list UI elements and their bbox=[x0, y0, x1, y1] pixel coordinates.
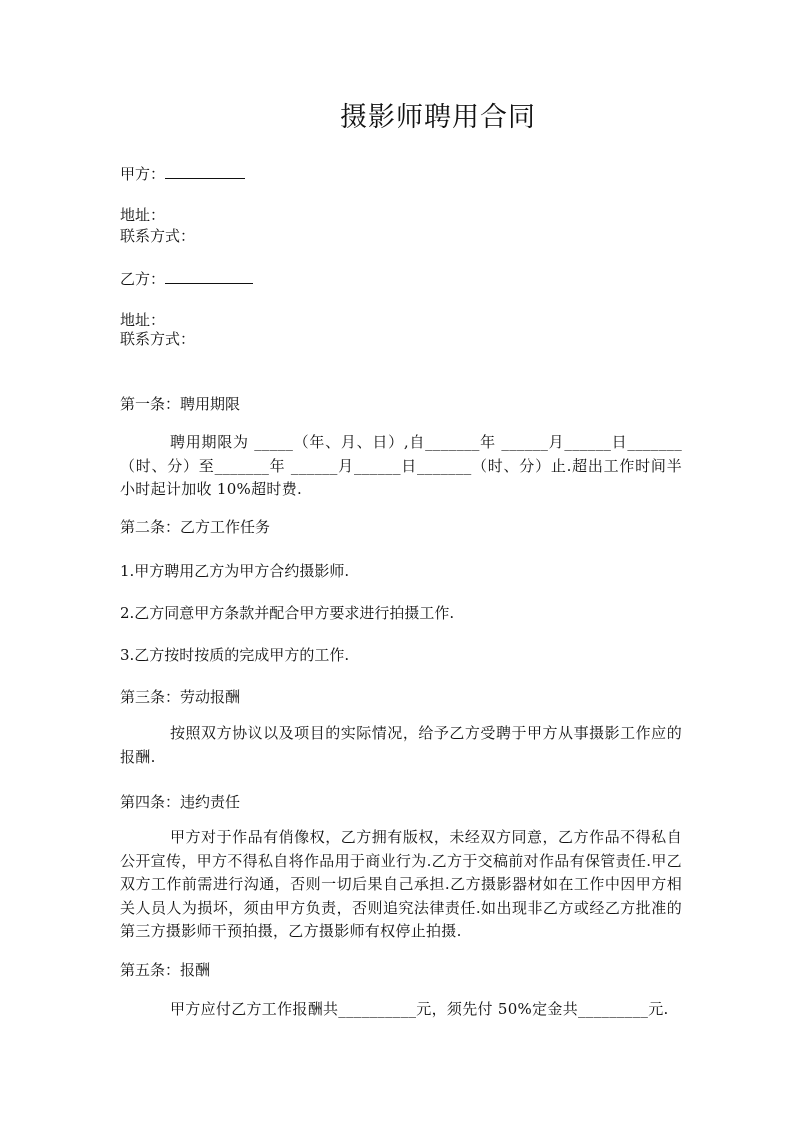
document-title: 摄影师聘用合同 bbox=[340, 102, 536, 133]
article-4-paragraph: 甲方对于作品有俏像权，乙方拥有版权，未经双方同意，乙方作品不得私自公开宣传，甲方不得私自将作品用于商业行为.乙方于交稿前对作品有保管责任.甲乙双方工作前需进行沟通，否则一切后果自己承担.乙方摄影器材如在工作中因甲方相关人员人为损坏，须由甲方负责，否则追究法律责任.如出现非乙方或经乙方批准的第三方摄影师干预拍摄，乙方摄影师有权停止拍摄. bbox=[120, 828, 682, 940]
party-b-address-label: 地址： bbox=[120, 311, 166, 329]
article-2-item-1: 1.甲方聘用乙方为甲方合约摄影师. bbox=[120, 562, 350, 580]
article-2-heading: 第二条：乙方工作任务 bbox=[120, 518, 271, 536]
party-a-address-label: 地址： bbox=[120, 206, 166, 224]
article-3-paragraph: 按照双方协议以及项目的实际情况，给予乙方受聘于甲方从事摄影工作应的报酬. bbox=[120, 724, 682, 766]
article-3-heading: 第三条：劳动报酬 bbox=[120, 688, 241, 706]
party-b-contact-label: 联系方式： bbox=[120, 330, 196, 348]
article-5-heading: 第五条：报酬 bbox=[120, 961, 211, 979]
party-a-contact-label: 联系方式： bbox=[120, 227, 196, 245]
article-5-paragraph: 甲方应付乙方工作报酬共__________元，须先付 50%定金共_________元. bbox=[170, 1000, 669, 1018]
party-a-line bbox=[120, 163, 245, 184]
article-4-heading: 第四条：违约责任 bbox=[120, 793, 241, 811]
article-1-heading: 第一条：聘用期限 bbox=[120, 395, 241, 413]
party-a-label: 甲方： bbox=[120, 165, 166, 183]
article-2-item-3: 3.乙方按时按质的完成甲方的工作. bbox=[120, 646, 350, 664]
party-b-line bbox=[120, 268, 253, 289]
article-2-item-2: 2.乙方同意甲方条款并配合甲方要求进行拍摄工作. bbox=[120, 604, 455, 622]
party-b-blank bbox=[165, 268, 253, 284]
party-b-label: 乙方： bbox=[120, 270, 166, 288]
party-a-blank bbox=[165, 163, 245, 179]
article-1-paragraph: 聘用期限为 _____（年、月、日）,自_______年 ______月______日_______（时、分）至_______年 ______月______日_______（时、分）止.超出工作时间半小时起计加收 10%超时费. bbox=[120, 433, 682, 498]
